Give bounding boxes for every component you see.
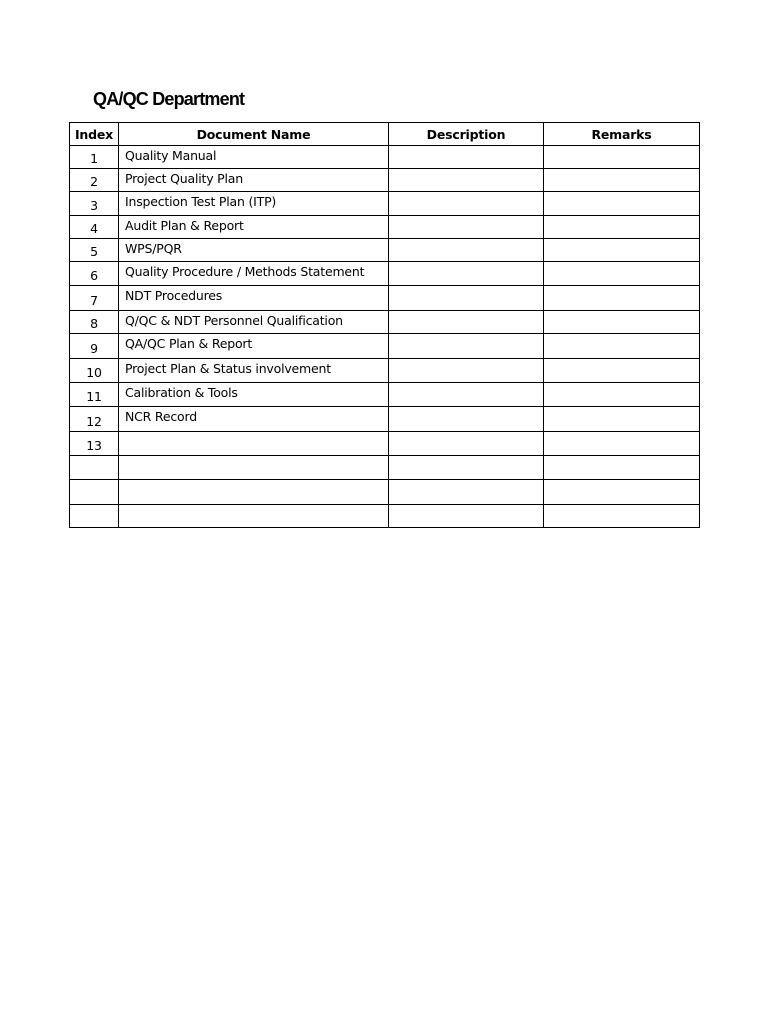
row-description-cell	[389, 216, 544, 239]
row-remarks-cell	[544, 216, 700, 239]
table-row	[70, 286, 700, 311]
row-index-cell	[70, 456, 119, 480]
row-index-cell: 11	[70, 383, 119, 407]
row-index-cell: 9	[70, 334, 119, 359]
table-row	[70, 456, 700, 480]
table-row	[70, 505, 700, 528]
row-index-cell: 5	[70, 239, 119, 262]
row-index-cell: 6	[70, 262, 119, 286]
row-remarks-cell	[544, 407, 700, 432]
table-body	[70, 146, 700, 528]
header-index: Index	[70, 123, 119, 146]
table-row	[70, 192, 700, 216]
table-row	[70, 169, 700, 192]
row-document-name-cell	[119, 432, 389, 456]
row-remarks-cell	[544, 432, 700, 456]
row-document-name-cell: Calibration & Tools	[119, 383, 389, 407]
row-index-cell	[70, 480, 119, 505]
row-description-cell	[389, 169, 544, 192]
row-remarks-cell	[544, 286, 700, 311]
row-description-cell	[389, 359, 544, 383]
header-document-name: Document Name	[119, 123, 389, 146]
table-row	[70, 407, 700, 432]
row-description-cell	[389, 192, 544, 216]
table-row	[70, 146, 700, 169]
table-row	[70, 311, 700, 334]
row-document-name-cell: Inspection Test Plan (ITP)	[119, 192, 389, 216]
table-row	[70, 239, 700, 262]
document-table	[69, 122, 700, 528]
row-description-cell	[389, 286, 544, 311]
row-index-cell	[70, 505, 119, 528]
row-description-cell	[389, 311, 544, 334]
row-index-cell: 1	[70, 146, 119, 169]
row-index-cell: 4	[70, 216, 119, 239]
row-remarks-cell	[544, 169, 700, 192]
row-index-cell: 3	[70, 192, 119, 216]
row-index-cell: 8	[70, 311, 119, 334]
header-remarks: Remarks	[544, 123, 700, 146]
row-description-cell	[389, 146, 544, 169]
row-remarks-cell	[544, 262, 700, 286]
row-description-cell	[389, 432, 544, 456]
row-description-cell	[389, 456, 544, 480]
table-row	[70, 262, 700, 286]
row-description-cell	[389, 505, 544, 528]
table-row	[70, 216, 700, 239]
row-document-name-cell: Project Quality Plan	[119, 169, 389, 192]
row-remarks-cell	[544, 480, 700, 505]
row-document-name-cell: Project Plan & Status involvement	[119, 359, 389, 383]
table-header-row	[70, 123, 700, 146]
row-remarks-cell	[544, 146, 700, 169]
row-document-name-cell	[119, 505, 389, 528]
page-title: QA/QC Department	[93, 89, 245, 109]
header-description: Description	[389, 123, 544, 146]
table-row	[70, 480, 700, 505]
row-document-name-cell	[119, 480, 389, 505]
row-description-cell	[389, 239, 544, 262]
row-remarks-cell	[544, 505, 700, 528]
row-description-cell	[389, 334, 544, 359]
row-document-name-cell: Audit Plan & Report	[119, 216, 389, 239]
row-remarks-cell	[544, 311, 700, 334]
row-index-cell: 13	[70, 432, 119, 456]
row-document-name-cell: NDT Procedures	[119, 286, 389, 311]
row-index-cell: 12	[70, 407, 119, 432]
row-index-cell: 7	[70, 286, 119, 311]
row-document-name-cell: WPS/PQR	[119, 239, 389, 262]
row-remarks-cell	[544, 456, 700, 480]
table-row	[70, 334, 700, 359]
row-remarks-cell	[544, 192, 700, 216]
row-description-cell	[389, 383, 544, 407]
row-description-cell	[389, 407, 544, 432]
row-index-cell: 2	[70, 169, 119, 192]
row-description-cell	[389, 262, 544, 286]
row-index-cell: 10	[70, 359, 119, 383]
row-document-name-cell: NCR Record	[119, 407, 389, 432]
row-remarks-cell	[544, 239, 700, 262]
row-remarks-cell	[544, 383, 700, 407]
table-row	[70, 359, 700, 383]
row-document-name-cell: Q/QC & NDT Personnel Qualification	[119, 311, 389, 334]
row-document-name-cell: QA/QC Plan & Report	[119, 334, 389, 359]
row-document-name-cell	[119, 456, 389, 480]
table-row	[70, 383, 700, 407]
row-remarks-cell	[544, 334, 700, 359]
row-document-name-cell: Quality Procedure / Methods Statement	[119, 262, 389, 286]
row-remarks-cell	[544, 359, 700, 383]
row-description-cell	[389, 480, 544, 505]
table-row	[70, 432, 700, 456]
row-document-name-cell: Quality Manual	[119, 146, 389, 169]
